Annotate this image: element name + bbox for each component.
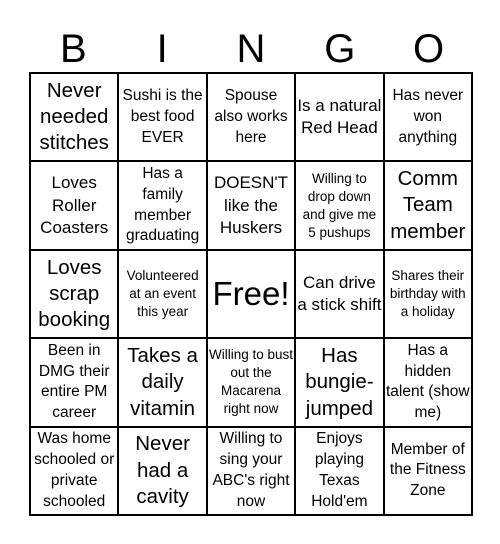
bingo-cell[interactable] [385,162,473,250]
header-letter-i: I [156,27,168,71]
cell-text: Comm Team member [390,167,466,243]
bingo-cell[interactable] [296,339,384,427]
cell-text: DOESN'T like the Huskers [213,173,289,237]
bingo-cell[interactable] [119,339,207,427]
cell-text: Sushi is the best food EVER [122,87,203,146]
header-letter-o: O [413,27,445,71]
cell-text: Has never won anything [392,87,464,146]
bingo-cell[interactable] [385,74,473,162]
cell-text: Was home schooled or private schooled [34,430,115,510]
bingo-cell[interactable] [208,74,296,162]
bingo-cell[interactable] [296,162,384,250]
bingo-grid [29,72,473,516]
bingo-cell[interactable] [119,74,207,162]
bingo-cell[interactable] [119,251,207,339]
cell-text: Enjoys playing Texas Hold'em [311,430,368,510]
cell-text: Volunteered at an event this year [126,268,199,319]
bingo-cell[interactable] [119,428,207,516]
bingo-cell[interactable] [296,74,384,162]
bingo-cell[interactable] [296,251,384,339]
cell-text: Is a natural Red Head [297,96,382,138]
header-letter-g: G [324,27,356,71]
bingo-cell[interactable] [31,251,119,339]
bingo-cell[interactable] [208,162,296,250]
bingo-cell[interactable] [31,74,119,162]
cell-text: Never needed stitches [39,78,109,155]
cell-text: Has bungie-jumped [305,344,374,420]
cell-text: Been in DMG their entire PM career [38,341,110,422]
bingo-cell[interactable] [385,339,473,427]
cell-text: Loves scrap booking [38,255,111,332]
header-letter-n: N [236,27,266,71]
cell-text: Takes a daily vitamin [127,344,198,420]
cell-text: Has a hidden talent (show me) [386,341,470,422]
bingo-cell[interactable] [208,428,296,516]
cell-text: Shares their birthday with a holiday [389,268,466,319]
bingo-cell[interactable] [385,428,473,516]
header-letter-b: B [60,27,87,71]
bingo-cell[interactable] [385,251,473,339]
bingo-cell[interactable] [31,162,119,250]
cell-text: Willing to bust out the Macarena right now [208,347,294,417]
cell-text: Never had a cavity [135,432,190,508]
cell-text: Can drive a stick shift [297,272,382,314]
cell-text: Willing to sing your ABC's right now [212,430,290,510]
free-space-text: Free! [212,275,290,313]
bingo-cell[interactable] [296,428,384,516]
bingo-cell[interactable] [31,428,119,516]
cell-text: Member of the Fitness Zone [389,440,466,500]
bingo-cell[interactable] [31,339,119,427]
cell-text: Willing to drop down and give me 5 pushups [302,170,377,240]
free-space[interactable] [208,251,296,339]
cell-text: Has a family member graduating [125,165,200,245]
bingo-cell[interactable] [208,339,296,427]
cell-text: Loves Roller Coasters [40,173,109,237]
bingo-header [29,24,473,74]
cell-text: Spouse also works here [214,87,288,146]
bingo-cell[interactable] [119,162,207,250]
